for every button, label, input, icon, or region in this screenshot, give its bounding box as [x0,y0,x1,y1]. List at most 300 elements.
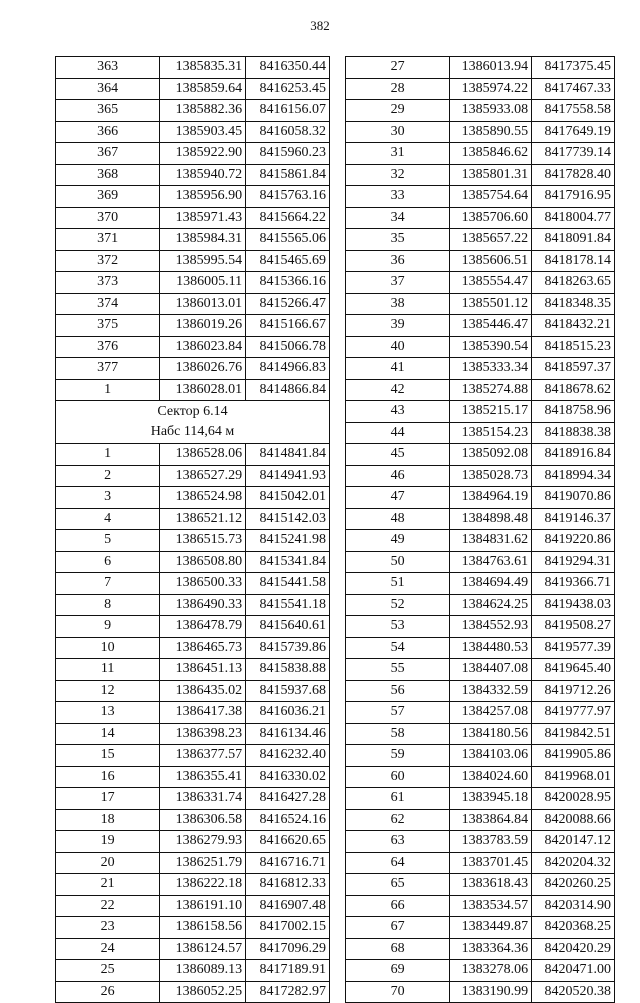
x-coordinate: 1386306.58 [160,809,246,831]
y-coordinate: 8418348.35 [532,293,615,315]
x-coordinate: 1385974.22 [450,78,532,100]
point-number: 49 [346,530,450,552]
table-row [346,379,615,401]
point-number: 20 [56,852,160,874]
x-coordinate: 1383701.45 [450,852,532,874]
x-coordinate: 1386500.33 [160,573,246,595]
x-coordinate: 1386013.94 [450,57,532,79]
point-number: 23 [56,917,160,939]
table-row [346,143,615,165]
x-coordinate: 1385940.72 [160,164,246,186]
x-coordinate: 1385933.08 [450,100,532,122]
table-row [346,315,615,337]
x-coordinate: 1383278.06 [450,960,532,982]
table-row [56,573,330,595]
point-number: 28 [346,78,450,100]
x-coordinate: 1386508.80 [160,551,246,573]
table-row [346,121,615,143]
point-number: 41 [346,358,450,380]
y-coordinate: 8418263.65 [532,272,615,294]
table-row [56,508,330,530]
x-coordinate: 1385215.17 [450,401,532,423]
x-coordinate: 1386251.79 [160,852,246,874]
table-row [56,272,330,294]
y-coordinate: 8420260.25 [532,874,615,896]
table-row [346,573,615,595]
x-coordinate: 1386524.98 [160,487,246,509]
coordinates-table-right [345,56,615,1003]
point-number: 47 [346,487,450,509]
x-coordinate: 1385333.34 [450,358,532,380]
x-coordinate: 1384763.61 [450,551,532,573]
point-number: 10 [56,637,160,659]
table-row [346,895,615,917]
x-coordinate: 1386377.57 [160,745,246,767]
table-row [346,78,615,100]
y-coordinate: 8416812.33 [246,874,330,896]
point-number: 377 [56,358,160,380]
point-number: 365 [56,100,160,122]
y-coordinate: 8419508.27 [532,616,615,638]
x-coordinate: 1383618.43 [450,874,532,896]
y-coordinate: 8418178.14 [532,250,615,272]
x-coordinate: 1386028.01 [160,379,246,401]
table-row [56,659,330,681]
table-row [346,594,615,616]
x-coordinate: 1385890.55 [450,121,532,143]
point-number: 363 [56,57,160,79]
table-row [56,444,330,466]
x-coordinate: 1383534.57 [450,895,532,917]
point-number: 61 [346,788,450,810]
y-coordinate: 8416524.16 [246,809,330,831]
y-coordinate: 8415640.61 [246,616,330,638]
y-coordinate: 8418678.62 [532,379,615,401]
x-coordinate: 1383449.87 [450,917,532,939]
point-number: 50 [346,551,450,573]
y-coordinate: 8417649.19 [532,121,615,143]
point-number: 367 [56,143,160,165]
point-number: 21 [56,874,160,896]
point-number: 51 [346,573,450,595]
y-coordinate: 8415166.67 [246,315,330,337]
y-coordinate: 8416253.45 [246,78,330,100]
y-coordinate: 8417282.97 [246,981,330,1003]
table-row [56,229,330,251]
y-coordinate: 8415441.58 [246,573,330,595]
y-coordinate: 8417916.95 [532,186,615,208]
x-coordinate: 1384694.49 [450,573,532,595]
x-coordinate: 1383364.36 [450,938,532,960]
y-coordinate: 8416907.48 [246,895,330,917]
x-coordinate: 1386005.11 [160,272,246,294]
table-row [56,766,330,788]
x-coordinate: 1385846.62 [450,143,532,165]
y-coordinate: 8420368.25 [532,917,615,939]
y-coordinate: 8419645.40 [532,659,615,681]
table-row [56,680,330,702]
point-number: 68 [346,938,450,960]
x-coordinate: 1386521.12 [160,508,246,530]
x-coordinate: 1386331.74 [160,788,246,810]
point-number: 62 [346,809,450,831]
point-number: 65 [346,874,450,896]
y-coordinate: 8420420.29 [532,938,615,960]
y-coordinate: 8415937.68 [246,680,330,702]
y-coordinate: 8418994.34 [532,465,615,487]
y-coordinate: 8420204.32 [532,852,615,874]
point-number: 58 [346,723,450,745]
point-number: 14 [56,723,160,745]
x-coordinate: 1384257.08 [450,702,532,724]
x-coordinate: 1386279.93 [160,831,246,853]
point-number: 8 [56,594,160,616]
point-number: 17 [56,788,160,810]
table-row [56,938,330,960]
y-coordinate: 8420147.12 [532,831,615,853]
point-number: 42 [346,379,450,401]
y-coordinate: 8419712.26 [532,680,615,702]
y-coordinate: 8415366.16 [246,272,330,294]
x-coordinate: 1385390.54 [450,336,532,358]
point-number: 39 [346,315,450,337]
point-number: 30 [346,121,450,143]
y-coordinate: 8416058.32 [246,121,330,143]
point-number: 45 [346,444,450,466]
x-coordinate: 1385706.60 [450,207,532,229]
y-coordinate: 8415066.78 [246,336,330,358]
point-number: 366 [56,121,160,143]
y-coordinate: 8415763.16 [246,186,330,208]
x-coordinate: 1386019.26 [160,315,246,337]
x-coordinate: 1384898.48 [450,508,532,530]
point-number: 37 [346,272,450,294]
table-row [346,444,615,466]
x-coordinate: 1386515.73 [160,530,246,552]
point-number: 43 [346,401,450,423]
x-coordinate: 1385984.31 [160,229,246,251]
x-coordinate: 1385859.64 [160,78,246,100]
table-row [346,487,615,509]
point-number: 16 [56,766,160,788]
table-row [56,637,330,659]
table-row [346,659,615,681]
point-number: 18 [56,809,160,831]
table-row [346,788,615,810]
table-row [346,401,615,423]
y-coordinate: 8420028.95 [532,788,615,810]
y-coordinate: 8416134.46 [246,723,330,745]
point-number: 5 [56,530,160,552]
table-row [56,960,330,982]
point-number: 63 [346,831,450,853]
point-number: 53 [346,616,450,638]
table-row [56,530,330,552]
point-number: 56 [346,680,450,702]
point-number: 372 [56,250,160,272]
point-number: 48 [346,508,450,530]
point-number: 67 [346,917,450,939]
point-number: 6 [56,551,160,573]
x-coordinate: 1386191.10 [160,895,246,917]
x-coordinate: 1385903.45 [160,121,246,143]
table-row [56,551,330,573]
table-row [346,917,615,939]
x-coordinate: 1384831.62 [450,530,532,552]
x-coordinate: 1386465.73 [160,637,246,659]
x-coordinate: 1384024.60 [450,766,532,788]
x-coordinate: 1385028.73 [450,465,532,487]
x-coordinate: 1386089.13 [160,960,246,982]
point-number: 1 [56,379,160,401]
y-coordinate: 8417828.40 [532,164,615,186]
x-coordinate: 1386528.06 [160,444,246,466]
table-row [56,78,330,100]
table-row [346,874,615,896]
point-number: 64 [346,852,450,874]
x-coordinate: 1384480.53 [450,637,532,659]
table-row [346,551,615,573]
table-row [346,831,615,853]
x-coordinate: 1385922.90 [160,143,246,165]
y-coordinate: 8417739.14 [532,143,615,165]
table-row [346,766,615,788]
point-number: 375 [56,315,160,337]
y-coordinate: 8418515.23 [532,336,615,358]
x-coordinate: 1385092.08 [450,444,532,466]
table-row [56,594,330,616]
x-coordinate: 1386222.18 [160,874,246,896]
x-coordinate: 1385835.31 [160,57,246,79]
point-number: 38 [346,293,450,315]
x-coordinate: 1384964.19 [450,487,532,509]
point-number: 364 [56,78,160,100]
point-number: 33 [346,186,450,208]
y-coordinate: 8416036.21 [246,702,330,724]
x-coordinate: 1384624.25 [450,594,532,616]
point-number: 24 [56,938,160,960]
table-row [56,874,330,896]
x-coordinate: 1385501.12 [450,293,532,315]
point-number: 52 [346,594,450,616]
point-number: 29 [346,100,450,122]
table-row [346,508,615,530]
table-row [346,164,615,186]
y-coordinate: 8420314.90 [532,895,615,917]
x-coordinate: 1385882.36 [160,100,246,122]
y-coordinate: 8419438.03 [532,594,615,616]
table-row [346,530,615,552]
x-coordinate: 1386417.38 [160,702,246,724]
table-row [56,121,330,143]
y-coordinate: 8414966.83 [246,358,330,380]
x-coordinate: 1386398.23 [160,723,246,745]
table-row [56,831,330,853]
x-coordinate: 1383190.99 [450,981,532,1003]
table-row [346,616,615,638]
y-coordinate: 8416716.71 [246,852,330,874]
y-coordinate: 8419777.97 [532,702,615,724]
y-coordinate: 8418004.77 [532,207,615,229]
y-coordinate: 8419070.86 [532,487,615,509]
sector-header [56,401,330,444]
table-row [346,358,615,380]
y-coordinate: 8416427.28 [246,788,330,810]
point-number: 1 [56,444,160,466]
point-number: 46 [346,465,450,487]
point-number: 7 [56,573,160,595]
table-row [56,100,330,122]
x-coordinate: 1385446.47 [450,315,532,337]
sector-header-row [56,401,330,444]
table-row [56,917,330,939]
y-coordinate: 8417189.91 [246,960,330,982]
table-row [56,895,330,917]
table-row [346,57,615,79]
point-number: 44 [346,422,450,444]
point-number: 59 [346,745,450,767]
x-coordinate: 1385154.23 [450,422,532,444]
x-coordinate: 1386490.33 [160,594,246,616]
x-coordinate: 1385971.43 [160,207,246,229]
point-number: 55 [346,659,450,681]
x-coordinate: 1386527.29 [160,465,246,487]
table-row [346,229,615,251]
table-row [346,981,615,1003]
y-coordinate: 8415266.47 [246,293,330,315]
y-coordinate: 8415861.84 [246,164,330,186]
table-row [56,207,330,229]
table-row [56,143,330,165]
x-coordinate: 1383945.18 [450,788,532,810]
table-row [56,293,330,315]
table-row [346,809,615,831]
point-number: 54 [346,637,450,659]
point-number: 9 [56,616,160,638]
table-row [346,272,615,294]
point-number: 34 [346,207,450,229]
point-number: 66 [346,895,450,917]
x-coordinate: 1386355.41 [160,766,246,788]
table-row [346,852,615,874]
x-coordinate: 1386451.13 [160,659,246,681]
table-row [56,809,330,831]
y-coordinate: 8415960.23 [246,143,330,165]
point-number: 2 [56,465,160,487]
x-coordinate: 1384407.08 [450,659,532,681]
y-coordinate: 8420471.00 [532,960,615,982]
y-coordinate: 8418838.38 [532,422,615,444]
y-coordinate: 8418597.37 [532,358,615,380]
y-coordinate: 8417467.33 [532,78,615,100]
y-coordinate: 8416350.44 [246,57,330,79]
x-coordinate: 1385801.31 [450,164,532,186]
y-coordinate: 8414866.84 [246,379,330,401]
table-row [56,164,330,186]
point-number: 26 [56,981,160,1003]
y-coordinate: 8415042.01 [246,487,330,509]
x-coordinate: 1385554.47 [450,272,532,294]
y-coordinate: 8420088.66 [532,809,615,831]
y-coordinate: 8418916.84 [532,444,615,466]
x-coordinate: 1386023.84 [160,336,246,358]
point-number: 371 [56,229,160,251]
point-number: 12 [56,680,160,702]
point-number: 31 [346,143,450,165]
y-coordinate: 8416156.07 [246,100,330,122]
point-number: 25 [56,960,160,982]
y-coordinate: 8419366.71 [532,573,615,595]
x-coordinate: 1385956.90 [160,186,246,208]
y-coordinate: 8420520.38 [532,981,615,1003]
page-number: 382 [310,18,330,33]
sector-subtitle: Набс 114,64 м [150,424,235,439]
table-row [56,358,330,380]
table-row [56,315,330,337]
table-row [346,680,615,702]
point-number: 69 [346,960,450,982]
point-number: 36 [346,250,450,272]
y-coordinate: 8419905.86 [532,745,615,767]
table-row [56,250,330,272]
x-coordinate: 1385995.54 [160,250,246,272]
y-coordinate: 8419577.39 [532,637,615,659]
y-coordinate: 8415541.18 [246,594,330,616]
point-number: 370 [56,207,160,229]
table-row [56,465,330,487]
y-coordinate: 8417375.45 [532,57,615,79]
x-coordinate: 1384180.56 [450,723,532,745]
y-coordinate: 8417096.29 [246,938,330,960]
x-coordinate: 1383864.84 [450,809,532,831]
table-row [346,938,615,960]
point-number: 11 [56,659,160,681]
y-coordinate: 8416620.65 [246,831,330,853]
y-coordinate: 8419220.86 [532,530,615,552]
point-number: 13 [56,702,160,724]
x-coordinate: 1385606.51 [450,250,532,272]
y-coordinate: 8415142.03 [246,508,330,530]
point-number: 60 [346,766,450,788]
table-row [346,422,615,444]
table-row [346,100,615,122]
table-row [346,637,615,659]
point-number: 368 [56,164,160,186]
y-coordinate: 8415241.98 [246,530,330,552]
x-coordinate: 1384103.06 [450,745,532,767]
coordinates-table-left [55,56,330,1003]
table-row [346,960,615,982]
table-row [56,487,330,509]
y-coordinate: 8416330.02 [246,766,330,788]
table-row [56,788,330,810]
table-row [56,379,330,401]
table-row [346,465,615,487]
point-number: 369 [56,186,160,208]
y-coordinate: 8415739.86 [246,637,330,659]
sector-title: Сектор 6.14 [157,404,228,419]
point-number: 70 [346,981,450,1003]
point-number: 15 [56,745,160,767]
x-coordinate: 1384332.59 [450,680,532,702]
point-number: 57 [346,702,450,724]
x-coordinate: 1385274.88 [450,379,532,401]
y-coordinate: 8419146.37 [532,508,615,530]
table-row [56,186,330,208]
point-number: 32 [346,164,450,186]
y-coordinate: 8415664.22 [246,207,330,229]
y-coordinate: 8419842.51 [532,723,615,745]
